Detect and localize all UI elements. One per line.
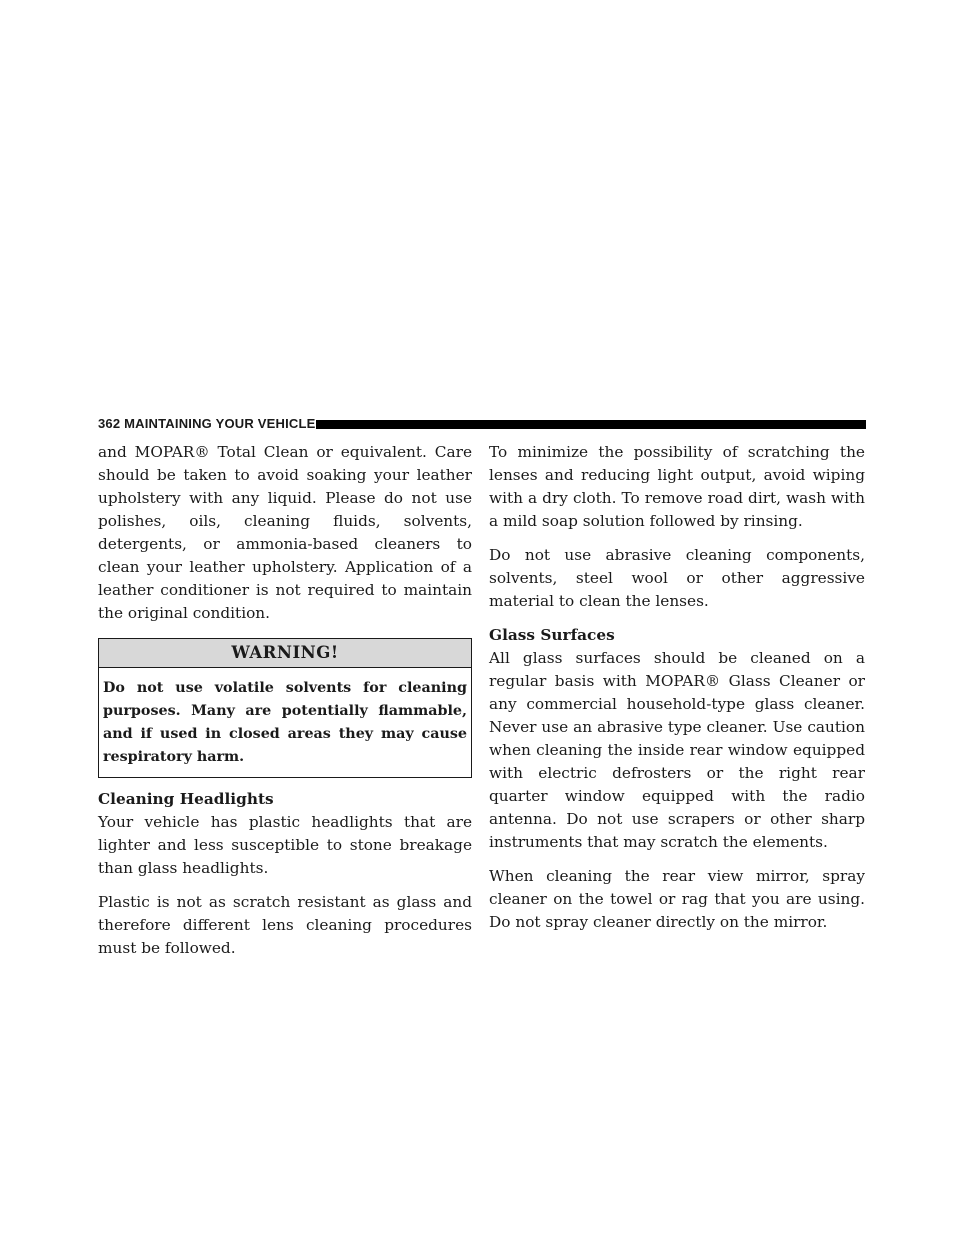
section-heading-glass-surfaces: Glass Surfaces	[489, 626, 615, 644]
abrasive-warning-paragraph: Do not use abrasive cleaning components, solvents, steel wool or other aggressive material to clean the lenses.	[489, 546, 865, 610]
header-rule-bar	[316, 420, 866, 429]
plastic-lens-paragraph: Plastic is not as scratch resistant as glass and therefore different lens cleaning procedures must be followed.	[98, 893, 472, 957]
glass-cleaning-paragraph: All glass surfaces should be cleaned on a regular basis with MOPAR® Glass Cleaner or any commercial household-type glass cleaner. Never use an abrasive type cleaner. Use caution when cleaning the inside rear window equipped with electric defrosters or the right rear quarter window equipped with the radio antenna. Do not use scrapers or other sharp instruments that may scratch the elements.	[489, 649, 865, 851]
leather-care-paragraph: and MOPAR® Total Clean or equivalent. Care should be taken to avoid soaking your leather upholstery with any liquid. Please do not use polishes, oils, cleaning fluids, solvents, detergents, or ammonia-based cleaners to clean your leather upholstery. Application of a leather conditioner is not required to maintain the original condition.	[98, 443, 472, 622]
page-header-text: 362 MAINTAINING YOUR VEHICLE	[98, 416, 316, 431]
left-column	[98, 441, 472, 971]
page-header	[98, 414, 866, 434]
warning-title: WARNING!	[99, 639, 471, 668]
right-column	[489, 441, 865, 945]
section-heading-cleaning-headlights: Cleaning Headlights	[98, 790, 274, 808]
warning-box	[98, 638, 472, 778]
headlights-paragraph: Your vehicle has plastic headlights that are lighter and less susceptible to stone breakage than glass headlights.	[98, 813, 472, 877]
lens-wiping-paragraph: To minimize the possibility of scratching the lenses and reducing light output, avoid wiping with a dry cloth. To remove road dirt, wash with a mild soap solution followed by rinsing.	[489, 443, 865, 530]
warning-text: Do not use volatile solvents for cleaning purposes. Many are potentially flammable, and if used in closed areas they may cause respiratory harm.	[103, 680, 467, 765]
mirror-cleaning-paragraph: When cleaning the rear view mirror, spray cleaner on the towel or rag that you are using. Do not spray cleaner directly on the mirror.	[489, 867, 865, 931]
